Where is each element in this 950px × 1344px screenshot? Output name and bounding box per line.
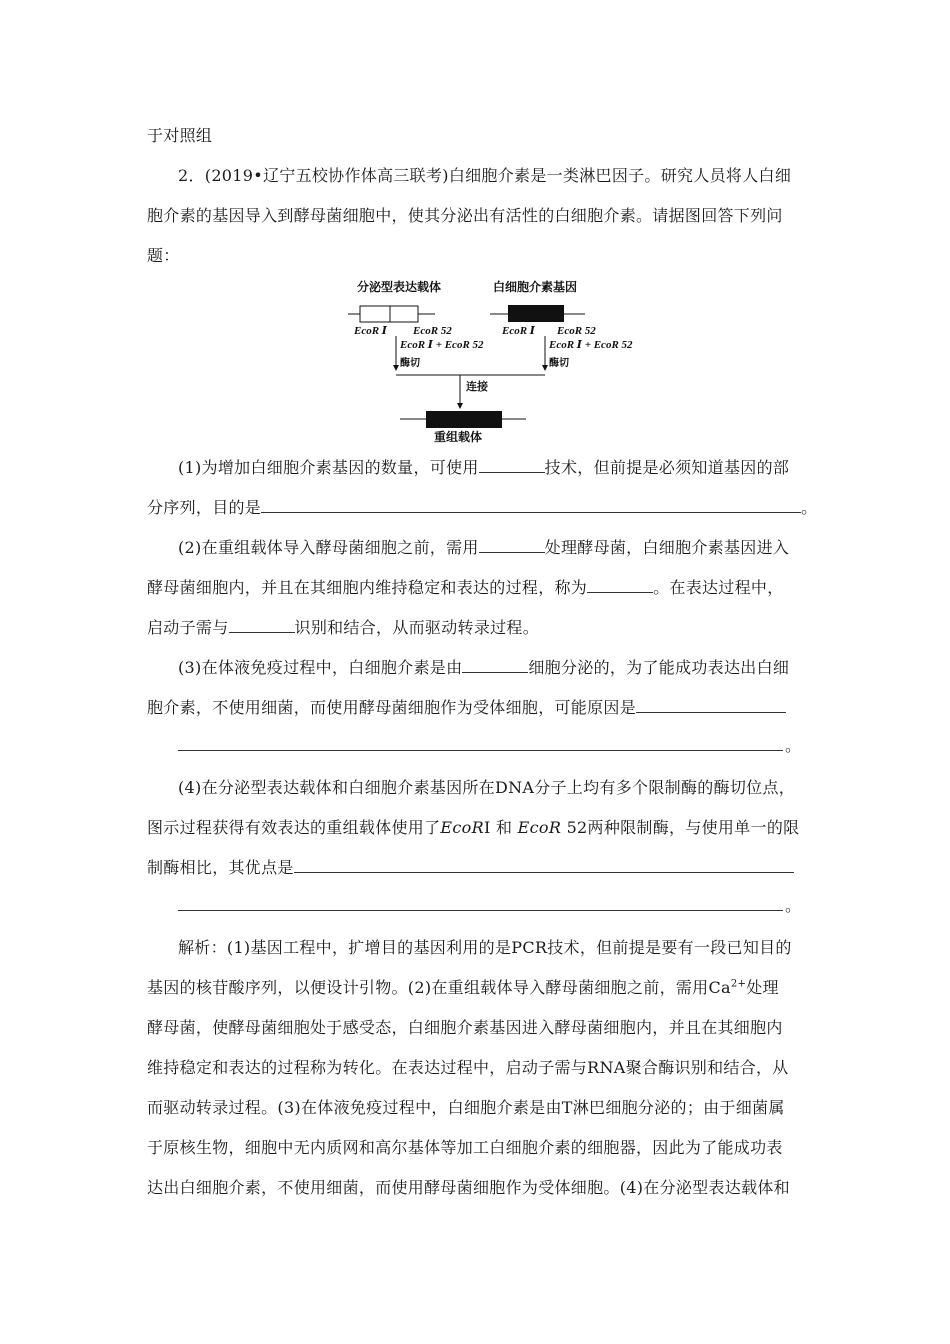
answer-blank[interactable] [636, 698, 786, 713]
explanation-line: 解析：(1)基因工程中，扩增目的基因利用的是PCR技术，但前提是要有一段已知目的 [178, 938, 792, 957]
enzymes-right: EcoR Ⅰ + EcoR 52 [549, 339, 633, 351]
answer-blank[interactable] [462, 658, 528, 673]
enzymes-left: EcoR Ⅰ + EcoR 52 [400, 339, 484, 351]
ecor1-right: EcoR Ⅰ [502, 325, 535, 337]
recombinant-vector-box [426, 411, 502, 428]
text-line: 胞介素的基因导入到酵母菌细胞中，使其分泌出有活性的白细胞介素。请据图回答下列问 [147, 206, 783, 225]
ecor1-left: EcoR Ⅰ [354, 325, 387, 337]
ecor52-left: EcoR 52 [413, 325, 452, 337]
answer-blank-line[interactable] [178, 910, 783, 911]
question-3-line-2: 胞介素，不使用细菌，而使用酵母菌细胞作为受体细胞，可能原因是 [147, 698, 786, 718]
question-4-line-3: 制酶相比，其优点是 [147, 858, 794, 878]
explanation-line: 维持稳定和表达的过程称为转化。在表达过程中，启动子需与RNA聚合酶识别和结合，从 [147, 1058, 789, 1077]
recombinant-vector-diagram [330, 272, 660, 452]
explanation-line: 于原核生物，细胞中无内质网和高尔基体等加工白细胞介素的细胞器，因此为了能成功表 [147, 1138, 783, 1157]
answer-blank[interactable] [587, 578, 653, 593]
gene-label: 白细胞介素基因 [493, 280, 578, 294]
answer-blank-line[interactable] [178, 750, 783, 751]
answer-blank[interactable] [261, 498, 801, 513]
text-line: 题： [147, 246, 180, 265]
explanation-line: 酵母菌，使酵母菌细胞处于感受态，白细胞介素基因进入酵母菌细胞内，并且在其细胞内 [147, 1018, 783, 1037]
ligation-label: 连接 [466, 381, 488, 393]
explanation-line: 基因的核苷酸序列，以便设计引物。(2)在重组载体导入酵母菌细胞之前，需用$Ca^{2+}$处理 [147, 978, 779, 997]
question-2-line-1: (2)在重组载体导入酵母菌细胞之前，需用 处理酵母菌，白细胞介素基因进入 [178, 538, 790, 557]
answer-blank[interactable] [479, 538, 545, 553]
text-line: 于对照组 [147, 126, 213, 145]
explanation-line: 达出白细胞介素，不使用细菌，而使用酵母菌细胞作为受体细胞。(4)在分泌型表达载体和 [147, 1178, 790, 1197]
gene-box [508, 305, 564, 322]
cut-left: 酶切 [400, 358, 420, 369]
answer-blank[interactable] [229, 618, 295, 633]
question-3-line-1: (3)在体液免疫过程中，白细胞介素是由 细胞分泌的，为了能成功表达出白细 [178, 658, 790, 677]
vector-box [360, 306, 418, 322]
question-1-line-1: (1)为增加白细胞介素基因的数量，可使用 技术，但前提是必须知道基因的部 [178, 458, 790, 477]
ecor52-right: EcoR 52 [557, 325, 596, 337]
cut-right: 酶切 [549, 358, 569, 369]
question-2-line-2: 酵母菌细胞内，并且在其细胞内维持稳定和表达的过程，称为 。在表达过程中， [147, 578, 784, 597]
recombinant-label: 重组载体 [434, 430, 483, 444]
period: 。 [785, 736, 802, 755]
question-2-stem: 2．(2019•辽宁五校协作体高三联考)白细胞介素是一类淋巴因子。研究人员将人白细 [178, 166, 792, 185]
explanation-line: 而驱动转录过程。(3)在体液免疫过程中，白细胞介素是由T淋巴细胞分泌的；由于细菌属 [147, 1098, 785, 1117]
question-2-line-3: 启动子需与 识别和结合，从而驱动转录过程。 [147, 618, 540, 637]
answer-blank[interactable] [294, 858, 794, 873]
vector-label: 分泌型表达载体 [357, 280, 442, 294]
period: 。 [785, 896, 802, 915]
question-4-line-1: (4)在分泌型表达载体和白细胞介素基因所在DNA分子上均有多个限制酶的酶切位点， [178, 778, 796, 797]
question-4-line-2: 图示过程获得有效表达的重组载体使用了EcoRⅠ 和 EcoR 52两种限制酶，与使用单一的限 [147, 818, 800, 837]
question-1-line-2: 分序列，目的是 。 [147, 498, 818, 517]
answer-blank[interactable] [479, 458, 545, 473]
